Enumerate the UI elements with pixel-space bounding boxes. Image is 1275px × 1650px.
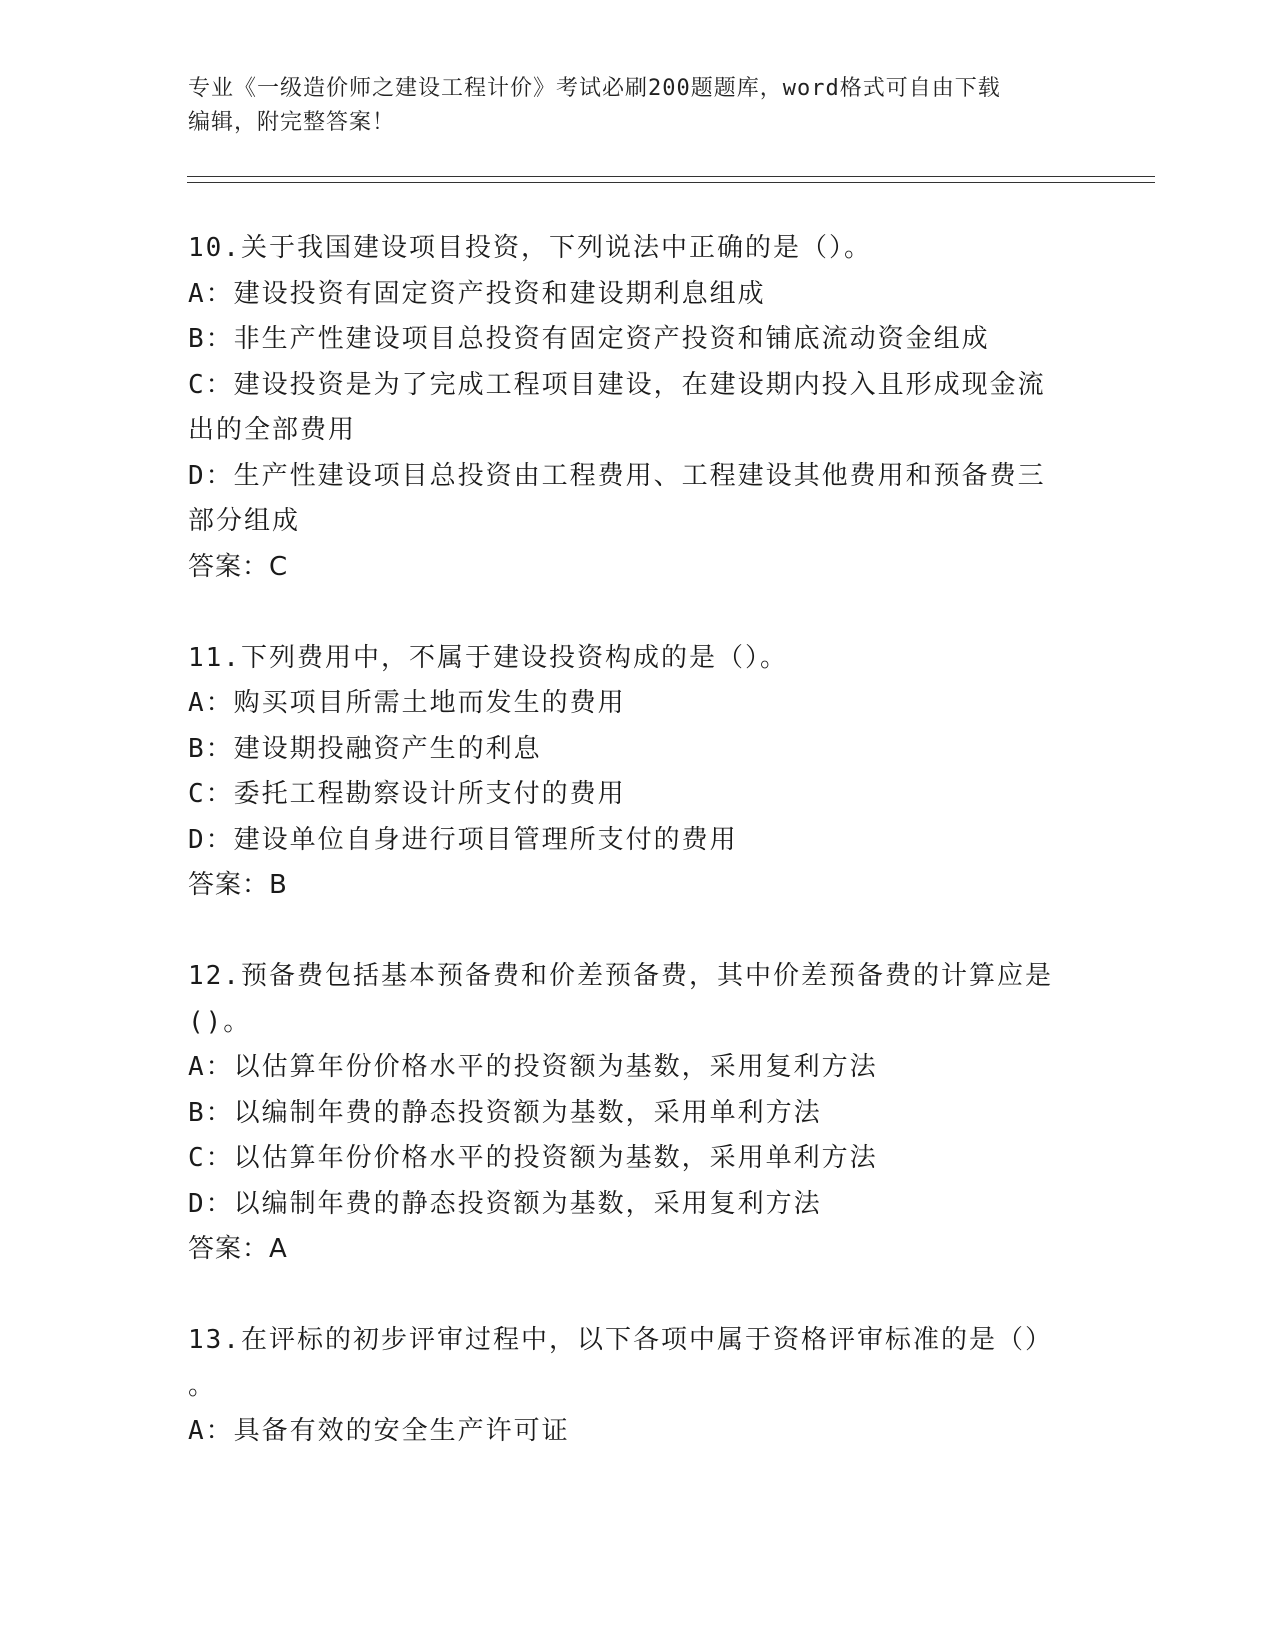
header-line-2: 编辑，附完整答案！ bbox=[188, 110, 396, 135]
question-stem: 13.在评标的初步评审过程中，以下各项中属于资格评审标准的是（） bbox=[188, 1325, 1053, 1355]
option-d: D：生产性建设项目总投资由工程费用、工程建设其他费用和预备费三 bbox=[188, 460, 1046, 491]
option-c-continued: 出的全部费用 bbox=[188, 415, 357, 445]
answer: 答案：C bbox=[188, 551, 289, 582]
header-line-1: 专业《一级造价师之建设工程计价》考试必刷200题题库，word格式可自由下载 bbox=[188, 76, 1001, 101]
question-stem-continued: 。 bbox=[188, 1370, 217, 1401]
option-d-continued: 部分组成 bbox=[188, 506, 301, 536]
question-stem: 11.下列费用中，不属于建设投资构成的是（）。 bbox=[188, 642, 788, 673]
option-a: A：购买项目所需土地而发生的费用 bbox=[188, 688, 626, 718]
answer: 答案：B bbox=[188, 870, 288, 900]
option-d: D：以编制年费的静态投资额为基数，采用复利方法 bbox=[188, 1188, 822, 1219]
question-stem-continued: ()。 bbox=[188, 1006, 252, 1037]
option-c: C：以估算年份价格水平的投资额为基数，采用单利方法 bbox=[188, 1143, 878, 1173]
option-c: C：委托工程勘察设计所支付的费用 bbox=[188, 779, 626, 809]
option-b: B：建设期投融资产生的利息 bbox=[188, 733, 542, 764]
question-list bbox=[188, 226, 1088, 1455]
question-stem: 10.关于我国建设项目投资，下列说法中正确的是（）。 bbox=[188, 233, 872, 263]
question-12 bbox=[188, 954, 1088, 1273]
header-rule-top bbox=[187, 176, 1155, 177]
option-d: D：建设单位自身进行项目管理所支付的费用 bbox=[188, 824, 738, 855]
question-10 bbox=[188, 226, 1088, 590]
option-a: A：具备有效的安全生产许可证 bbox=[188, 1416, 570, 1446]
option-b: B：非生产性建设项目总投资有固定资产投资和铺底流动资金组成 bbox=[188, 324, 990, 354]
question-11 bbox=[188, 636, 1088, 909]
option-b: B：以编制年费的静态投资额为基数，采用单利方法 bbox=[188, 1097, 822, 1128]
question-stem: 12.预备费包括基本预备费和价差预备费，其中价差预备费的计算应是 bbox=[188, 961, 1053, 991]
answer: 答案：A bbox=[188, 1234, 288, 1264]
header-rule-bottom bbox=[187, 182, 1155, 183]
document-header bbox=[188, 72, 1088, 140]
option-a: A：以估算年份价格水平的投资额为基数，采用复利方法 bbox=[188, 1052, 878, 1082]
option-a: A：建设投资有固定资产投资和建设期利息组成 bbox=[188, 278, 766, 309]
question-13 bbox=[188, 1318, 1088, 1455]
option-c: C：建设投资是为了完成工程项目建设，在建设期内投入且形成现金流 bbox=[188, 369, 1046, 400]
